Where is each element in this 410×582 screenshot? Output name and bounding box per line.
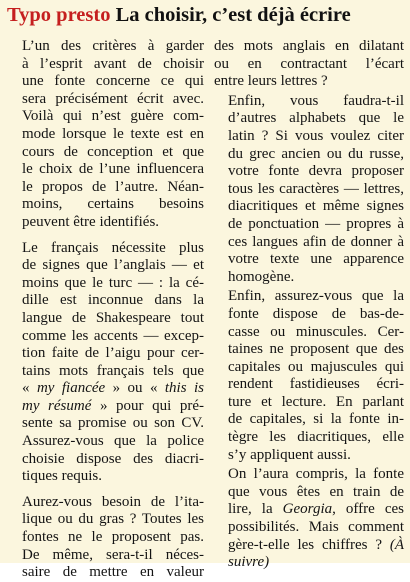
text-line: sera précisément écrit avec. <box>22 90 204 107</box>
text-line: homogène. <box>228 268 295 285</box>
text-line: tiques requis. <box>22 468 102 485</box>
text-line: le choix de l’une influencera <box>22 161 204 178</box>
left-column <box>8 38 204 582</box>
text-line: de capitales, si la fonte in- <box>228 411 404 428</box>
article-header <box>7 3 403 27</box>
text-line: tains mots français tels que <box>22 362 204 379</box>
text-line: du grec ancien ou du russe, <box>228 145 404 162</box>
text-line <box>214 554 404 572</box>
text-line: saire de mettre en valeur <box>22 564 204 581</box>
text-line: Assurez-vous que la police <box>22 433 204 450</box>
paragraph-conclusion <box>214 466 404 572</box>
text-line: my résumé » pour qui pré- <box>22 397 204 414</box>
paragraph-alphabets <box>214 93 404 287</box>
text-line: choisie dispose des diacri- <box>22 450 204 467</box>
text-line: On l’aura compris, la fonte <box>228 466 404 483</box>
text-line: tous les caractères — lettres, <box>228 180 404 197</box>
text-line: de signes que l’anglais — et <box>22 257 204 274</box>
text-line: lire, la Georgia, offre ces <box>228 501 404 518</box>
text-line: mode lorsque le texte est en <box>22 125 204 142</box>
paragraph-lowercase <box>214 288 404 464</box>
text-line: taines ne proposent que des <box>228 341 404 358</box>
text-line: « my fiancée » ou « this is <box>22 380 204 397</box>
section-kicker: Typo presto <box>7 4 111 26</box>
text-line: tion faite de l’aigu pour cer- <box>22 345 204 362</box>
paragraph-intro <box>8 38 204 232</box>
text-line: s’y appliquent aussi. <box>228 446 351 463</box>
italic-text: Georgia <box>282 501 333 518</box>
text-line: entre leurs lettres ? <box>214 73 328 90</box>
text-line: moins, certains besoins <box>22 196 204 213</box>
text-line: Enfin, vous faudra-t-il <box>228 92 404 109</box>
text-line: sente sa promise ou son CV. <box>22 415 204 432</box>
text-line: tègre les diacritiques, elle <box>228 429 404 446</box>
italic-text: my fiancée <box>36 380 106 397</box>
text-line: de ponctuation — propres à <box>228 215 404 232</box>
text-line: d’autres alphabets que le <box>228 110 404 127</box>
text-line: gère-t-elle les chiffres ? (À <box>228 536 404 553</box>
text-line: Aurez-vous besoin de l’ita- <box>22 493 204 510</box>
paragraph-continued <box>214 38 404 91</box>
text-line: possibilités. Mais comment <box>228 519 404 536</box>
text-line: votre fonte devra proposer <box>228 163 404 180</box>
text-line: cours de conception et que <box>22 143 204 160</box>
text-line: le propos de l’autre. Néan- <box>22 178 204 195</box>
text-line: des mots anglais en dilatant <box>214 38 404 54</box>
text-line: langue de Shakespeare tout <box>22 309 204 326</box>
text-line: dille est inconnue dans la <box>22 292 204 309</box>
text-line: Enfin, assurez-vous que la <box>228 288 404 305</box>
text-line: ces langues afin de donner à <box>228 233 404 250</box>
italic-text: (À <box>389 536 404 553</box>
italic-text: my résumé <box>22 397 92 414</box>
text-line: que vous êtes en train de <box>228 483 404 500</box>
text-line: fonte dispose de bas-de- <box>228 305 404 322</box>
text-line: casse ou minuscules. Cer- <box>228 323 404 340</box>
text-line: ture et lecture. En parlant <box>228 393 404 410</box>
italic-text: this is <box>164 380 204 397</box>
text-line: ou en contractant l’écart <box>214 55 404 72</box>
text-line: lique ou du gras ? Toutes les <box>22 511 204 528</box>
text-line: rendent fastidieuses écri- <box>228 376 404 393</box>
text-line: une fonte concerne ce qui <box>22 73 204 90</box>
text-line: peuvent être identifiés. <box>22 213 160 230</box>
italic-text: suivre) <box>228 554 270 571</box>
text-line: capitales ou majuscules qui <box>228 358 404 375</box>
text-line: L’un des critères à garder <box>22 38 204 54</box>
text-line: Le français nécessite plus <box>22 239 204 256</box>
paragraph-french <box>8 240 204 486</box>
text-line: votre texte une apparence <box>228 251 404 268</box>
text-line: à l’esprit avant de choisir <box>22 55 204 72</box>
text-line: De même, sera-t-il néces- <box>22 546 204 563</box>
text-line: fontes ne le proposent pas. <box>22 529 204 546</box>
text-line: diacritiques et même signes <box>228 198 404 215</box>
right-column <box>214 38 404 572</box>
text-line: latin ? Si vous voulez citer <box>228 127 404 144</box>
text-line: moins que le turc — : la cé- <box>22 274 204 291</box>
article-title: La choisir, c’est déjà écrire <box>115 4 351 26</box>
text-line: Voilà qui n’est guère com- <box>22 108 204 125</box>
text-line: comme les accents — excep- <box>22 327 204 344</box>
paragraph-italic <box>8 494 204 582</box>
